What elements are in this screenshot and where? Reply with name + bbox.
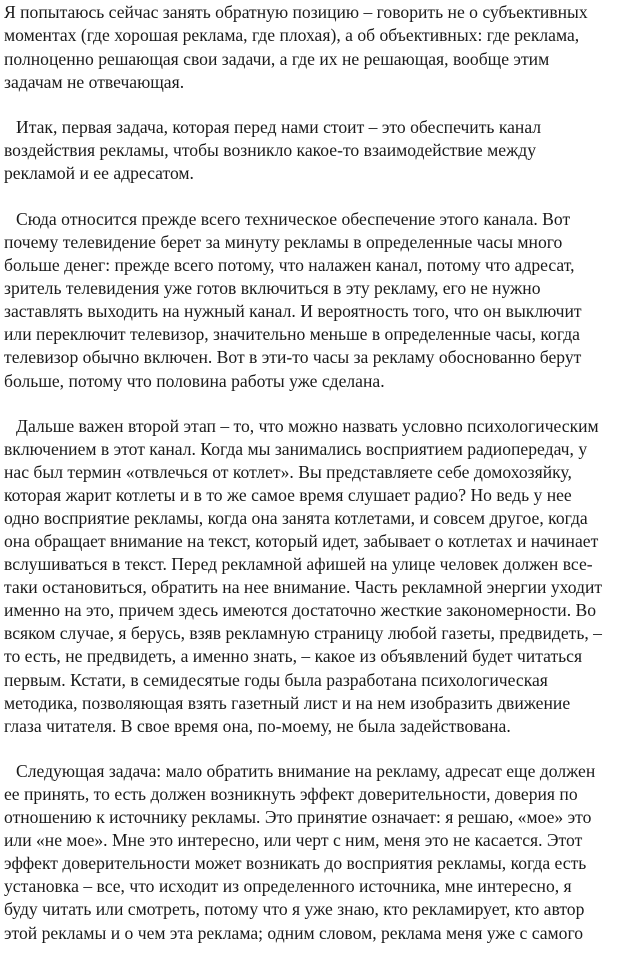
text-line: больше, потому что половина работы уже сделана. [4,371,385,391]
text-line: этой рекламы и о чем эта реклама; одним словом, реклама меня уже с самого [4,923,584,943]
text-line: включением в этот канал. Когда мы занимались восприятием радиопередач, у [4,439,588,459]
text-line: Сюда относится прежде всего техническое обеспечение этого канала. Вот [16,209,571,229]
text-line: эффект доверительности может возникать до восприятия рекламы, когда есть [4,853,587,873]
text-line: отношению к источнику рекламы. Это принятие означает: я решаю, «мое» это [4,807,592,827]
text-line: зритель телевидения уже готов включиться в эту рекламу, его не нужно [4,278,541,298]
text-line: глаза читателя. В свое время она, по-моему, не была задействована. [4,716,511,736]
text-line: моментах (где хорошая реклама, где плохая), а об объективных: где реклама, [4,25,580,45]
text-line: воздействия рекламы, чтобы возникло какое-то взаимодействие между [4,140,536,160]
text-line: одно восприятие рекламы, когда она занята котлетами, и совсем другое, когда [4,508,588,528]
text-line: телевизор обычно включен. Вот в эти-то часы за рекламу обоснованно берут [4,347,582,367]
text-line: именно на это, причем здесь имеются достаточно жесткие закономерности. Во [4,600,597,620]
text-line: Я попытаюсь сейчас занять обратную позицию – говорить не о субъективных [4,2,588,22]
text-line: установка – все, что исходит из определенного источника, мне интересно, я [4,876,572,896]
text-line: нас был термин «отвлечься от котлет». Вы представляете себе домохозяйку, [4,462,572,482]
text-line: которая жарит котлеты и в то же самое время слушает радио? Но ведь у нее [4,485,572,505]
text-line: задачам не отвечающая. [4,72,185,92]
text-line: полноценно решающая свои задачи, а где их не решающая, вообще этим [4,49,550,69]
text-line: заставлять выходить на нужный канал. И вероятность того, что он выключит [4,301,582,321]
text-line: больше денег: прежде всего потому, что налажен канал, потому что адресат, [4,255,575,275]
text-line: она обращает внимание на текст, который идет, забывает о котлетах и начинает [4,531,599,551]
text-line: вслушиваться в текст. Перед рекламной афишей на улице человек должен все- [4,554,593,574]
text-line: первым. Кстати, в семидесятые годы была разработана психологическая [4,670,548,690]
text-line: почему телевидение берет за минуту рекламы в определенные часы много [4,232,563,252]
text-line: рекламой и ее адресатом. [4,163,194,183]
text-line: то есть, не предвидеть, а именно знать, – какое из объявлений будет читаться [4,646,583,666]
text-line: Итак, первая задача, которая перед нами стоит – это обеспечить канал [16,117,542,137]
text-line: или «не мое». Мне это интересно, или черт с ним, меня это не касается. Этот [4,830,583,850]
text-line: буду читать или смотреть, потому что я уже знаю, кто рекламирует, кто автор [4,899,585,919]
text-line: или переключит телевизор, значительно меньше в определенные часы, когда [4,324,580,344]
text-line: методика, позволяющая взять газетный лист и на нем изобразить движение [4,693,571,713]
text-line: таки остановиться, обратить на нее внимание. Часть рекламной энергии уходит [4,577,603,597]
text-line: Следующая задача: мало обратить внимание на рекламу, адресат еще должен [16,761,596,781]
text-line: Дальше важен второй этап – то, что можно назвать условно психологическим [16,416,599,436]
text-line: всяком случае, я берусь, взяв рекламную страницу любой газеты, предвидеть, – [4,623,602,643]
text-line: ее принять, то есть должен возникнуть эффект доверительности, доверия по [4,784,578,804]
